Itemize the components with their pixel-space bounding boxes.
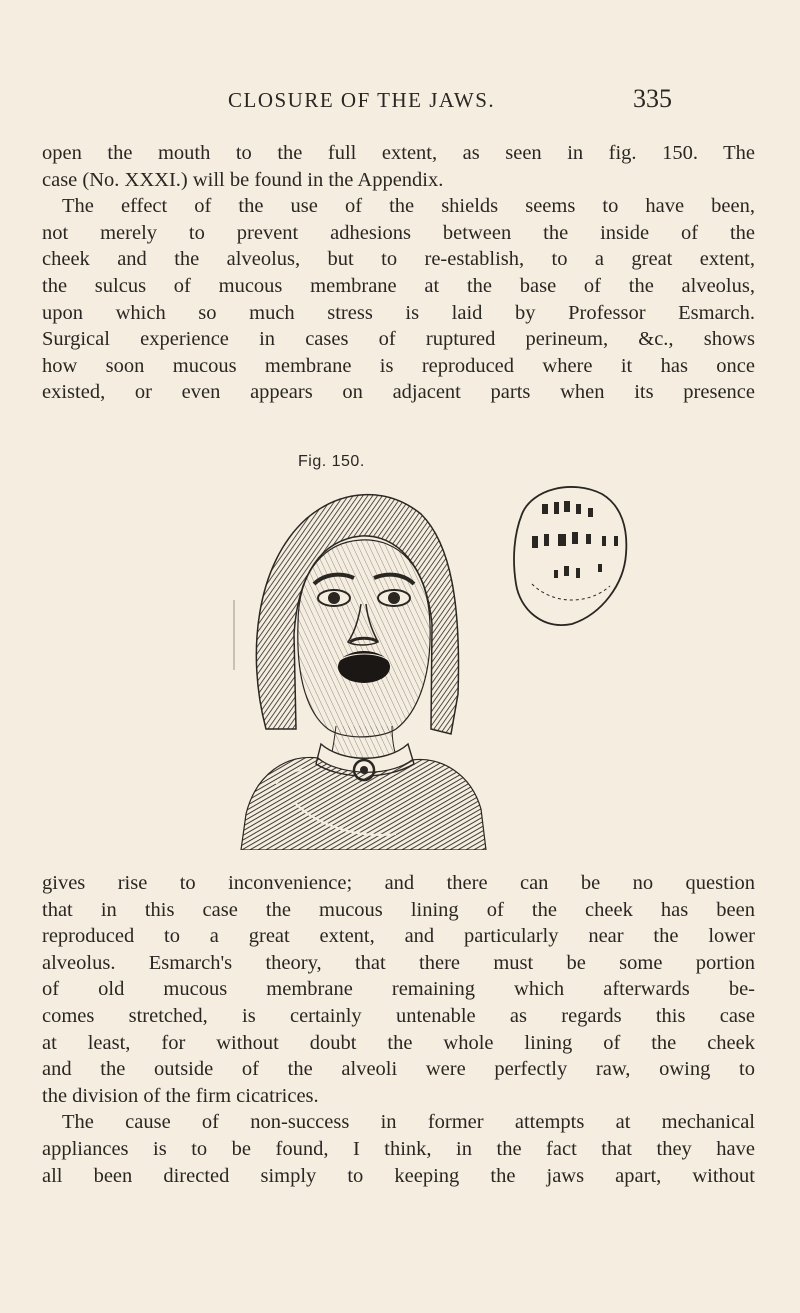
text-line: and the outside of the alveoli were perfectly raw, owing to	[42, 1058, 755, 1081]
text-line: The effect of the use of the shields seems to have been,	[62, 195, 755, 218]
text-line: reproduced to a great extent, and particularly near the lower	[42, 925, 755, 948]
cast-teeth	[532, 501, 618, 578]
text-line: Surgical experience in cases of ruptured perineum, &c., shows	[42, 328, 755, 351]
text-line: not merely to prevent adhesions between the inside of the	[42, 221, 755, 244]
text-line: at least, for without doubt the whole lining of the cheek	[42, 1031, 755, 1054]
page-number: 335	[633, 84, 672, 113]
text-line: alveolus. Esmarch's theory, that there must be some portion	[42, 951, 755, 974]
text-line: The cause of non-success in former attempts at mechanical	[62, 1111, 755, 1134]
text-line: how soon mucous membrane is reproduced where it has once	[42, 354, 755, 377]
text-line: case (No. XXXI.) will be found in the Appendix.	[42, 168, 444, 191]
running-title: CLOSURE OF THE JAWS.	[228, 88, 496, 112]
text-line: the sulcus of mucous membrane at the base of the alveolus,	[42, 274, 755, 297]
text-line: the division of the firm cicatrices.	[42, 1084, 319, 1107]
text-line: appliances is to be found, I think, in the fact that they have	[42, 1137, 755, 1160]
text-line: cheek and the alveolus, but to re-establish, to a great extent,	[42, 248, 755, 271]
text-line: of old mucous membrane remaining which afterwards be-	[42, 978, 755, 1001]
paragraph-bottom	[42, 870, 755, 1189]
paragraph-top	[42, 140, 755, 406]
text-line: that in this case the mucous lining of the cheek has been	[42, 898, 755, 921]
text-line: open the mouth to the full extent, as seen in fig. 150. The	[42, 142, 755, 164]
open-mouth	[338, 651, 390, 683]
text-line: all been directed simply to keeping the jaws apart, without	[42, 1164, 755, 1187]
text-line: upon which so much stress is laid by Professor Esmarch.	[42, 301, 755, 324]
text-line: gives rise to inconvenience; and there can be no question	[42, 872, 755, 894]
running-head	[0, 84, 800, 118]
text-line: existed, or even appears on adjacent parts when its presence	[42, 381, 755, 404]
text-line: comes stretched, is certainly untenable as regards this case	[42, 1004, 755, 1027]
margin-mark	[233, 600, 235, 670]
jaw-cast-inset	[502, 474, 630, 642]
cast-outline	[514, 487, 626, 625]
figure-caption: Fig. 150.	[298, 453, 365, 470]
